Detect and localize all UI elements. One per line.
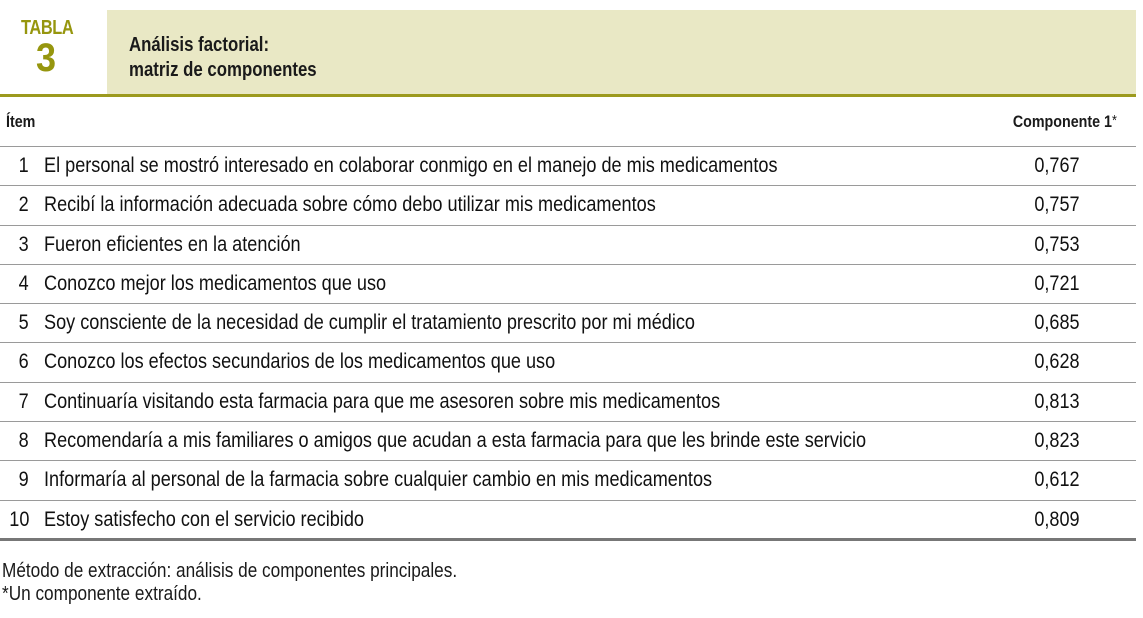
table-row	[0, 303, 1136, 342]
row-item-text: Informaría al personal de la farmacia sobre cualquier cambio en mis medicamentos	[44, 468, 713, 492]
components-table	[0, 146, 1136, 541]
table-row	[0, 225, 1136, 264]
row-component-value: 0,767	[1034, 154, 1080, 177]
row-component-value: 0,823	[1034, 429, 1080, 453]
table-row	[0, 382, 1136, 421]
table-row	[0, 146, 1136, 185]
row-number: 5	[18, 311, 29, 335]
column-header-component-label: Componente 1	[1012, 112, 1113, 131]
table-row	[0, 185, 1136, 224]
row-component-value: 0,813	[1034, 389, 1080, 413]
row-item-text: Recibí la información adecuada sobre cómo debo utilizar mis medicamentos	[44, 193, 656, 217]
table-title-line-1: Análisis factorial:	[129, 34, 270, 56]
column-header-component-mark: *	[1112, 112, 1117, 129]
table-number-badge	[0, 10, 107, 96]
row-number: 1	[18, 154, 29, 177]
row-component-value: 0,721	[1034, 271, 1080, 295]
column-header-component	[1013, 112, 1117, 132]
table-title-line-2: matriz de componentes	[129, 59, 317, 81]
column-header-item: Ítem	[6, 112, 36, 131]
table-row	[0, 500, 1136, 541]
row-number: 3	[18, 232, 29, 256]
row-item-text: Recomendaría a mis familiares o amigos que acudan a esta farmacia para que les brinde este servicio	[44, 429, 867, 453]
row-item-text: El personal se mostró interesado en colaborar conmigo en el manejo de mis medicamentos	[44, 154, 778, 177]
row-number: 8	[18, 429, 29, 453]
row-number: 10	[8, 507, 29, 531]
table-number: 3	[36, 36, 57, 80]
row-number: 4	[18, 271, 29, 295]
row-item-text: Soy consciente de la necesidad de cumplir el tratamiento prescrito por mi médico	[44, 311, 695, 335]
row-number: 7	[18, 389, 29, 413]
row-item-text: Estoy satisfecho con el servicio recibido	[44, 507, 364, 531]
row-component-value: 0,685	[1034, 311, 1080, 335]
table-row	[0, 342, 1136, 381]
row-component-value: 0,809	[1034, 507, 1080, 531]
row-component-value: 0,628	[1034, 350, 1080, 374]
row-component-value: 0,757	[1034, 193, 1080, 217]
table-title-box	[107, 10, 1136, 96]
row-number: 2	[18, 193, 29, 217]
table-row	[0, 421, 1136, 460]
footnote-component-note: *Un componente extraído.	[2, 583, 202, 605]
row-item-text: Conozco mejor los medicamentos que uso	[44, 271, 387, 295]
header-divider	[0, 94, 1136, 97]
table-label: TABLA	[21, 17, 74, 39]
row-item-text: Conozco los efectos secundarios de los medicamentos que uso	[44, 350, 556, 374]
table-row	[0, 460, 1136, 499]
footnote-method: Método de extracción: análisis de componentes principales.	[2, 560, 458, 582]
row-component-value: 0,753	[1034, 232, 1080, 256]
table-row	[0, 264, 1136, 303]
row-number: 6	[18, 350, 29, 374]
row-number: 9	[18, 468, 29, 492]
row-component-value: 0,612	[1034, 468, 1080, 492]
row-item-text: Fueron eficientes en la atención	[44, 232, 301, 256]
table-header	[0, 10, 1136, 96]
row-item-text: Continuaría visitando esta farmacia para que me asesoren sobre mis medicamentos	[44, 389, 721, 413]
